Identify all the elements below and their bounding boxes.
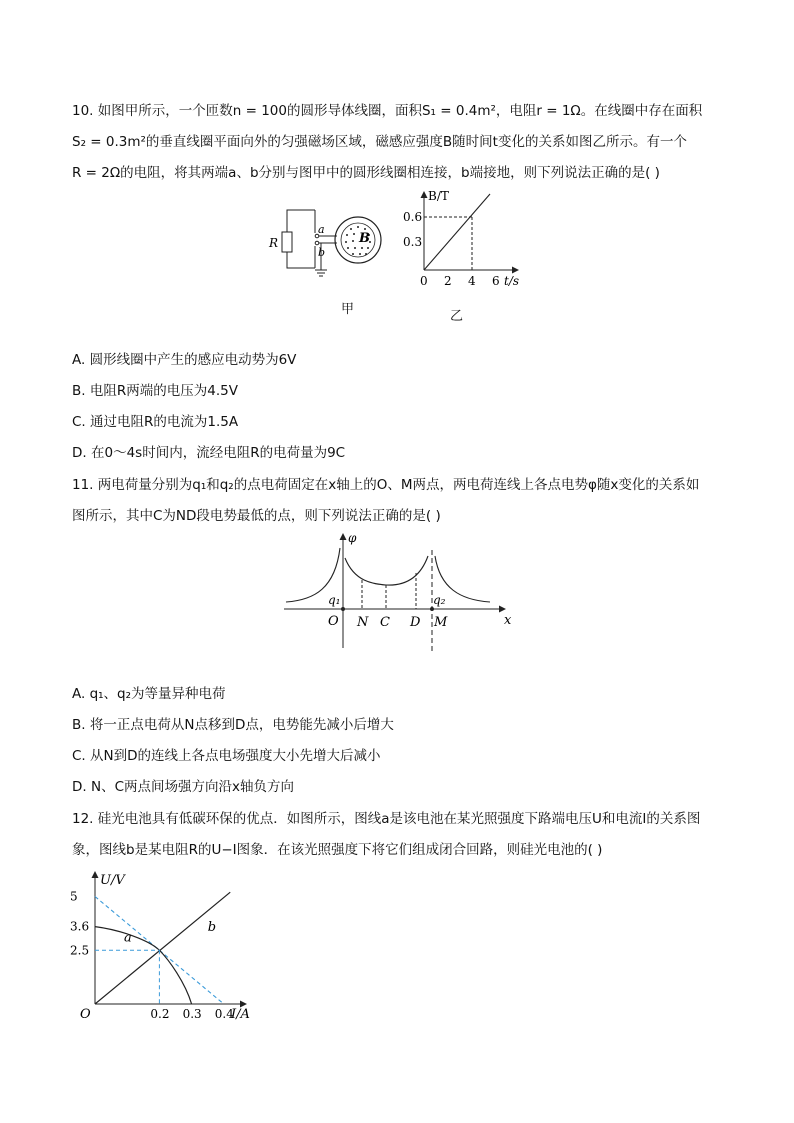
- q10-figure-jia: [265, 200, 395, 290]
- ytick-0.3: 0.3: [403, 235, 423, 249]
- point-C: C: [380, 615, 390, 630]
- origin-label: O: [80, 1007, 91, 1022]
- q10-option-c[interactable]: C. 通过电阻R的电流为1.5A: [72, 414, 239, 430]
- ytick-label: 2.5: [70, 943, 90, 958]
- ytick-label: 3.6: [70, 919, 90, 934]
- label-R: R: [269, 236, 279, 250]
- coil-outer: [335, 217, 381, 263]
- i-axis-label: I/A: [231, 1007, 250, 1022]
- b-t-line: [424, 194, 490, 270]
- q11-option-a[interactable]: A. q₁、q₂为等量异种电荷: [72, 686, 226, 702]
- q10-option-d[interactable]: D. 在0～4s时间内，流经电阻R的电荷量为9C: [72, 445, 346, 461]
- q11-stem-line1: 11. 两电荷量分别为q₁和q₂的点电荷固定在x轴上的O、M两点，两电荷连线上各点电势φ随x变化的关系如: [72, 477, 700, 493]
- caption-jia: 甲: [341, 302, 355, 317]
- q12-stem-line1: 12. 硅光电池具有低碳环保的优点．如图所示，图线a是该电池在某光照强度下路端电压U和电流I的关系图: [72, 811, 701, 827]
- xtick-label: 0.4: [214, 1007, 234, 1021]
- xlabel: t/s: [504, 274, 520, 288]
- label-a: a: [318, 223, 325, 236]
- q10-option-b[interactable]: B. 电阻R两端的电压为4.5V: [72, 383, 238, 399]
- resistor-symbol: [282, 232, 292, 252]
- q12-ui-chart: [66, 866, 266, 1026]
- series-b-line: [95, 892, 230, 1004]
- phi-label: φ: [348, 531, 357, 545]
- q1-label: q₁: [328, 593, 341, 607]
- u-axis-label: U/V: [100, 873, 125, 888]
- q10-figure-yi: [398, 188, 528, 292]
- point-D: D: [410, 615, 421, 630]
- q10-option-a[interactable]: A. 圆形线圈中产生的感应电动势为6V: [72, 352, 297, 368]
- series-b-label: b: [207, 919, 217, 935]
- caption-yi: 乙: [450, 309, 464, 324]
- point-O: O: [328, 614, 339, 629]
- q12-stem-line2: 象，图线b是某电阻R的U−I图象．在该光照强度下将它们组成闭合回路，则硅光电池的( ): [72, 842, 603, 858]
- q10-stem-line2: S₂ = 0.3m²的垂直线圈平面向外的匀强磁场区域，磁感应强度B随时间t变化的关系如图乙所示。有一个: [72, 134, 687, 150]
- point-N: N: [357, 615, 369, 630]
- q11-option-c[interactable]: C. 从N到D的连线上各点电场强度大小先增大后减小: [72, 748, 381, 764]
- ytick-label: 5: [70, 889, 78, 904]
- q10-stem-line1: 10. 如图甲所示，一个匝数n = 100的圆形导体线圈，面积S₁ = 0.4m²，电阻r = 1Ω。在线圈中存在面积: [72, 103, 703, 119]
- q11-potential-figure: [280, 528, 520, 653]
- label-B: B: [359, 231, 370, 246]
- label-b: b: [318, 246, 326, 259]
- q11-option-d[interactable]: D. N、C两点间场强方向沿x轴负方向: [72, 779, 294, 795]
- ytick-0.6: 0.6: [403, 210, 423, 224]
- q11-stem-line2: 图所示，其中C为ND段电势最低的点，则下列说法正确的是( ): [72, 508, 441, 524]
- q10-stem-line3: R = 2Ω的电阻，将其两端a、b分别与图甲中的圆形线圈相连接，b端接地，则下列说法正确的是( ): [72, 165, 660, 181]
- xtick-4: 4: [468, 274, 476, 288]
- q2-label: q₂: [433, 593, 446, 607]
- xtick-6: 6: [492, 274, 500, 288]
- ylabel: B/T: [428, 189, 449, 203]
- series-a-label: a: [123, 930, 132, 946]
- xtick-0: 0: [420, 274, 428, 288]
- point-M: M: [434, 615, 448, 630]
- xtick-2: 2: [444, 274, 452, 288]
- x-label: x: [504, 613, 512, 628]
- xtick-label: 0.3: [182, 1007, 202, 1021]
- xtick-label: 0.2: [150, 1007, 170, 1021]
- q11-option-b[interactable]: B. 将一正点电荷从N点移到D点，电势能先减小后增大: [72, 717, 394, 733]
